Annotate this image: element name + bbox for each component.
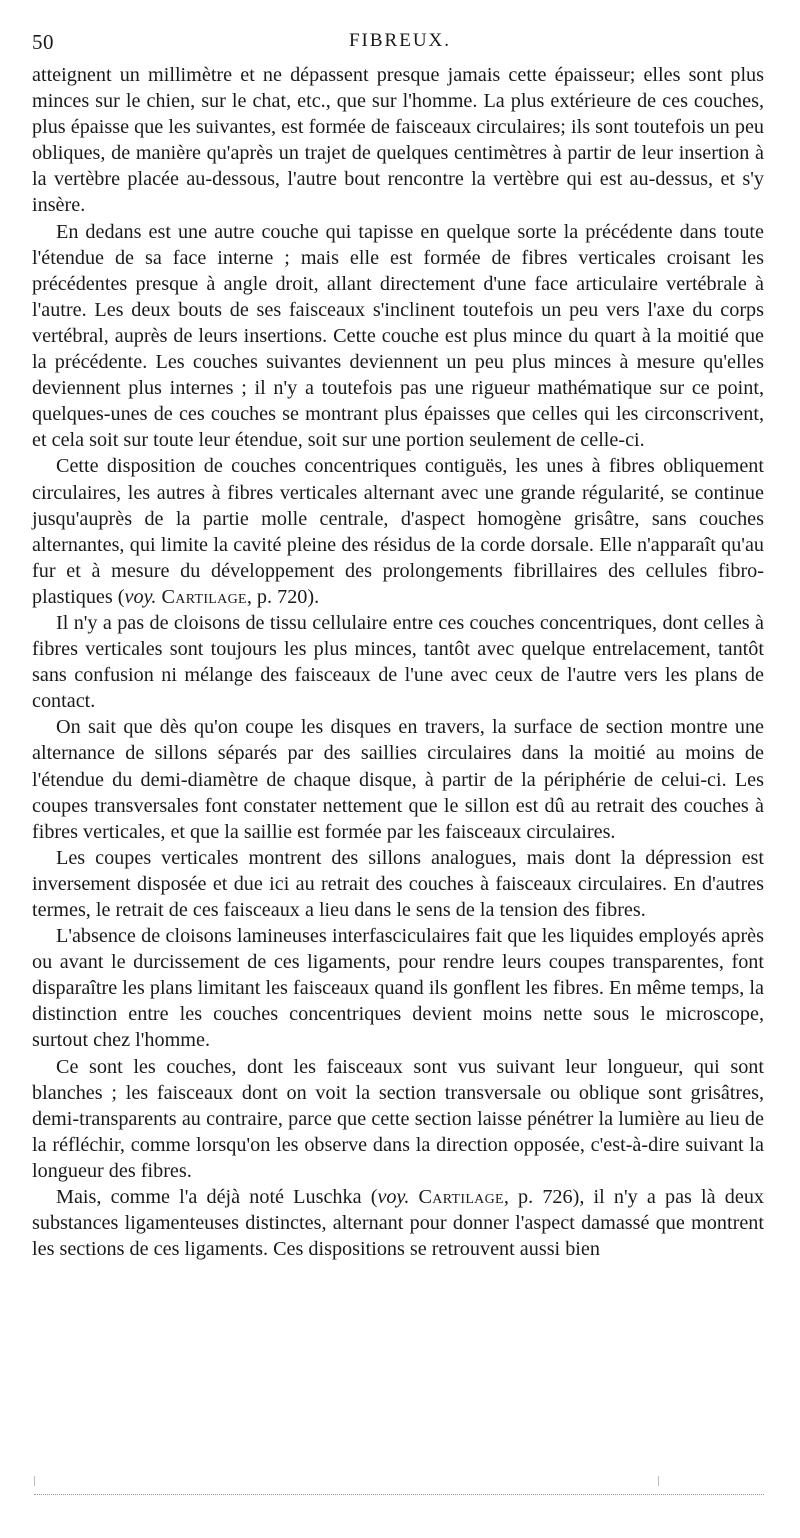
paragraph-text: , p. 726), il n'y a pas là deux substances ligamenteuses distinctes, alternant pour donner l'aspect damassé que montrent les sections de ces ligaments. Ces dispositions se retrouvent aussi bien: [32, 1186, 765, 1261]
paragraph-text: Cette disposition de couches concentriques contiguës, les unes à fibres obliquement circulaires, les autres à fibres verticales alternant avec une grande régularité, se continue jusqu'auprès de la partie molle centrale, d'aspect homogène grisâtre, sans couches alternantes, qui limite la cavité pleine des résidus de la corde dorsale. Elle n'apparaît qu'au fur et à mesure du développement des prolongements fibrillaires des cellules fibro-plastiques (: [32, 455, 764, 608]
paragraph: [32, 62, 764, 219]
body-text: [32, 62, 764, 1262]
paragraph: [32, 610, 764, 714]
paragraph-text: Les coupes verticales montrent des sillons analogues, mais dont la dépression est inversement disposée et due ici au retrait des couches à faisceaux circulaires. En d'autres termes, le retrait de ces faisceaux a lieu dans le sens de la tension des fibres.: [32, 846, 764, 921]
paragraph-text: Ce sont les couches, dont les faisceaux sont vus suivant leur longueur, qui sont blanches ; les faisceaux dont on voit la section transversale ou oblique sont grisâtres, demi-transparents au contraire, parce que cette section laisse pénétrer la lumière au lieu de la réfléchir, comme lorsqu'on les observe dans la direction opposée, c'est-à-dire suivant la longueur des fibres.: [32, 1055, 764, 1182]
paragraph-text: , p. 720).: [246, 585, 320, 608]
paragraph-text: atteignent un millimètre et ne dépassent presque jamais cette épaisseur; elles sont plus minces sur le chien, sur le chat, etc., que sur l'homme. La plus extérieure de ces couches, plus épaisse que les suivantes, est formée de faisceaux circulaires; ils sont toutefois un peu obliques, de manière qu'après un trajet de quelques centimètres à partir de leur insertion à la vertèbre placée au-dessous, l'autre bout rencontre la vertèbre qui est au-dessus, et s'y insère.: [32, 64, 764, 217]
paragraph: [32, 453, 764, 610]
citation-abbreviation: voy.: [377, 1186, 410, 1209]
paragraph: [32, 1184, 764, 1262]
paragraph-text: Il n'y a pas de cloisons de tissu cellulaire entre ces couches concentriques, dont celles à fibres verticales sont toujours les plus minces, tantôt avec quelque entrelacement, tantôt sans confusion ni mélange des faisceaux de l'une avec ceux de l'autre vers les plans de contact.: [32, 611, 764, 713]
paragraph: [32, 1054, 764, 1184]
paragraph-text: Mais, comme l'a déjà noté Luschka (: [56, 1186, 378, 1209]
cross-reference: Cartilage: [161, 585, 247, 608]
paragraph: [32, 923, 764, 1053]
paragraph-text: On sait que dès qu'on coupe les disques en travers, la surface de section montre une alternance de sillons séparés par des saillies circulaires dans la moitié au moins de l'étendue du demi-diamètre de chaque disque, à partir de la périphérie de celui-ci. Les coupes transversales font constater nettement que le sillon est dû au retrait des couches à fibres verticales, et que la saillie est formée par les faisceaux circulaires.: [32, 716, 764, 843]
page-number: 50: [32, 30, 54, 54]
scan-mark: [34, 1476, 35, 1486]
running-title: FIBREUX.: [348, 30, 452, 51]
scan-mark: [658, 1476, 659, 1486]
paragraph: [32, 845, 764, 923]
page-header: [32, 30, 768, 56]
paragraph-text: En dedans est une autre couche qui tapisse en quelque sorte la précédente dans toute l'étendue de sa face interne ; mais elle est formée de fibres verticales croisant les précédentes presque à angle droit, allant directement d'une face articulaire vertébrale à l'autre. Les deux bouts de ses faisceaux s'inclinent toutefois un peu vers l'axe du corps vertébral, auprès de leurs insertions. Cette couche est plus mince du quart à la moitié que la précédente. Les couches suivantes deviennent un peu plus minces à mesure qu'elles deviennent plus internes ; il n'y a toutefois pas une rigueur mathématique sur ce point, quelques-unes de ces couches se montrant plus épaisses que celles qui les circonscrivent, et cela soit sur toute leur étendue, soit sur une portion seulement de celle-ci.: [32, 220, 764, 452]
cross-reference: Cartilage: [418, 1186, 504, 1209]
citation-abbreviation: voy.: [124, 585, 157, 608]
paragraph: [32, 714, 764, 844]
paragraph: [32, 219, 764, 454]
paragraph-text: L'absence de cloisons lamineuses interfasciculaires fait que les liquides employés après ou avant le durcissement de ces ligaments, pour rendre leurs coupes transparentes, font disparaître les plans limitant les faisceaux quand ils gonflent les fibres. En même temps, la distinction entre les couches concentriques devient moins nette sous le microscope, surtout chez l'homme.: [32, 925, 764, 1052]
bottom-rule: [34, 1494, 764, 1495]
